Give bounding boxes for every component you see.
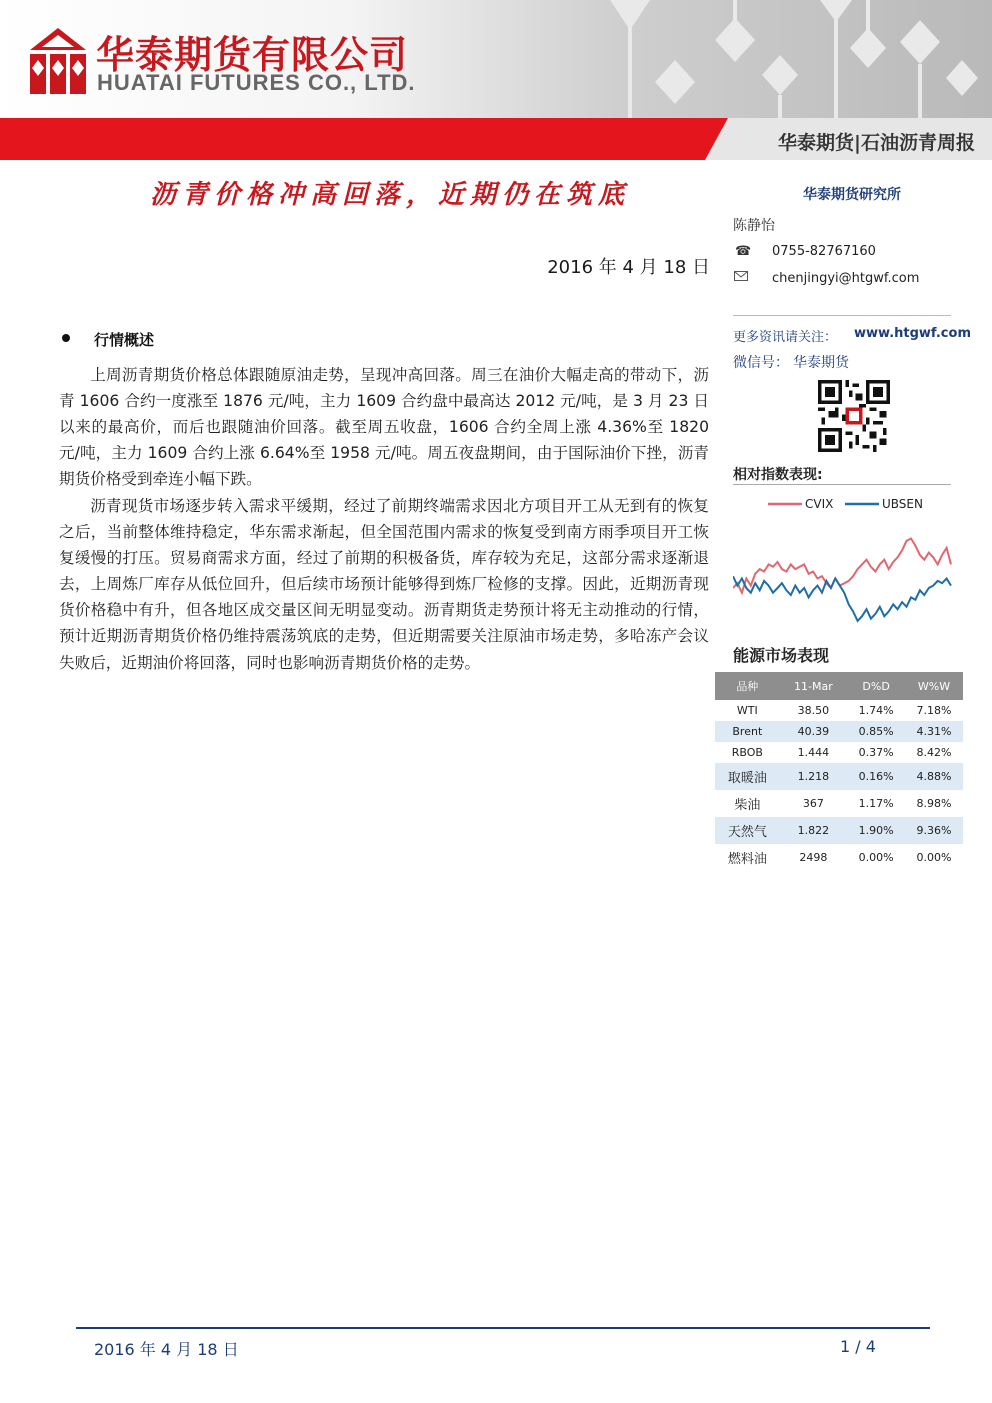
energy-market-table bbox=[715, 672, 963, 871]
table-header-row bbox=[715, 672, 963, 700]
table-row bbox=[715, 790, 963, 817]
table-cell: 38.50 bbox=[797, 704, 830, 717]
table-cell: 1.218 bbox=[780, 763, 848, 790]
phone-number: 0755-82767160 bbox=[772, 244, 876, 259]
table-cell: WTI bbox=[736, 704, 758, 717]
institute-name: 华泰期货研究所 bbox=[803, 187, 901, 203]
table-cell: 40.39 bbox=[780, 721, 848, 742]
table-cell: 8.98% bbox=[916, 797, 952, 810]
table-row bbox=[715, 721, 963, 742]
section-title: 行情概述 bbox=[94, 331, 155, 349]
table-cell: 1.74% bbox=[858, 704, 894, 717]
table-cell: 天然气 bbox=[715, 817, 780, 844]
table-cell: 0.00% bbox=[916, 851, 952, 864]
company-name-en: HUATAI FUTURES CO., LTD. bbox=[97, 70, 416, 95]
table-cell: 1.444 bbox=[797, 746, 830, 759]
table-cell: 9.36% bbox=[905, 817, 963, 844]
footer-divider bbox=[76, 1327, 930, 1329]
company-name-cn: 华泰期货有限公司 bbox=[96, 33, 409, 77]
relative-index-chart bbox=[733, 492, 955, 630]
table-cell: 1.17% bbox=[858, 797, 894, 810]
sidebar-divider-2 bbox=[733, 484, 951, 485]
page-number: 1 / 4 bbox=[840, 1337, 876, 1356]
table-cell: 0.00% bbox=[858, 851, 894, 864]
more-info-label: 更多资讯请关注： bbox=[733, 330, 838, 345]
table-row bbox=[715, 844, 963, 871]
sidebar-divider bbox=[733, 315, 951, 316]
table-row bbox=[715, 817, 963, 844]
header-decoration bbox=[590, 0, 992, 118]
energy-market-title: 能源市场表现 bbox=[733, 646, 830, 665]
wechat-label: 微信号： bbox=[733, 355, 789, 371]
table-cell: 2498 bbox=[799, 851, 828, 864]
table-row bbox=[715, 700, 963, 721]
email-link[interactable]: chenjingyi@htgwf.com bbox=[772, 271, 920, 286]
table-cell: RBOB bbox=[731, 746, 763, 759]
wechat-name: 华泰期货 bbox=[793, 355, 849, 371]
series-line-ubsen bbox=[733, 576, 951, 621]
qr-code-image bbox=[818, 380, 890, 452]
table-cell: Brent bbox=[715, 721, 780, 742]
table-cell: 取暖油 bbox=[715, 763, 780, 790]
paragraph-1: 上周沥青期货价格总体跟随原油走势，呈现冲高回落。周三在油价大幅走高的带动下，沥青 1606 合约一度涨至 1876 元/吨，主力 1609 合约盘中最高达 2012 元/吨，是 3 月 23 日以来的最高价，而后也跟随油价回落。截至周五收盘，1606 合约全周上涨 4.36%至 1820 元/吨，主力 1609 合约上涨 6.64%至 1958 元/吨。周五夜盘期间，由于国际油价下挫，沥青期货价格受到牵连小幅下跌。 bbox=[59, 366, 709, 489]
report-date: 2016 年 4 月 18 日 bbox=[547, 257, 710, 278]
column-header: D%D bbox=[847, 672, 905, 700]
index-performance-title: 相对指数表现: bbox=[733, 467, 823, 483]
table-cell: 1.822 bbox=[780, 817, 848, 844]
column-header: W%W bbox=[905, 672, 963, 700]
phone-icon: ☎ bbox=[735, 244, 752, 259]
legend-label-ubsen: UBSEN bbox=[882, 497, 923, 511]
table-row bbox=[715, 763, 963, 790]
table-cell: 7.18% bbox=[916, 704, 952, 717]
column-header: 品种 bbox=[715, 672, 780, 700]
table-cell: 0.37% bbox=[858, 746, 894, 759]
envelope-icon bbox=[734, 271, 748, 281]
analyst-name: 陈静怡 bbox=[733, 218, 775, 234]
table-cell: 燃料油 bbox=[727, 852, 767, 867]
table-cell: 4.88% bbox=[905, 763, 963, 790]
company-logo bbox=[30, 28, 86, 94]
legend-label-cvix: CVIX bbox=[805, 497, 834, 511]
column-header: 11-Mar bbox=[780, 672, 848, 700]
table-cell: 8.42% bbox=[916, 746, 952, 759]
paragraph-2: 沥青现货市场逐步转入需求平缓期，经过了前期终端需求因北方项目开工从无到有的恢复之后，当前整体维持稳定，华东需求渐起，但全国范围内需求的恢复受到南方雨季项目开工恢复缓慢的打压。贸易商需求方面，经过了前期的积极备货，库存较为充足，这部分需求逐渐退去，上周炼厂库存从低位回升，但后续市场预计能够得到炼厂检修的支撑。因此，近期沥青现货价格稳中有升，但各地区成交量区间无明显变动。沥青期货走势预计将无主动推动的行情，预计近期沥青期货价格仍维持震荡筑底的走势，但近期需要关注原油市场走势，多哈冻产会议失败后，近期油价将回落，同时也影响沥青期货价格的走势。 bbox=[59, 497, 709, 672]
table-row bbox=[715, 742, 963, 763]
table-cell: 柴油 bbox=[734, 798, 761, 813]
website-link[interactable]: www.htgwf.com bbox=[854, 326, 971, 341]
table-cell: 0.85% bbox=[847, 721, 905, 742]
table-cell: 0.16% bbox=[847, 763, 905, 790]
series-line-cvix bbox=[733, 539, 951, 593]
table-cell: 367 bbox=[802, 797, 824, 810]
table-cell: 1.90% bbox=[847, 817, 905, 844]
report-title: 沥青价格冲高回落，近期仍在筑底 bbox=[149, 180, 630, 210]
bullet-icon bbox=[62, 334, 70, 342]
footer-date: 2016 年 4 月 18 日 bbox=[94, 1340, 239, 1359]
table-cell: 4.31% bbox=[905, 721, 963, 742]
report-series-tag: 华泰期货|石油沥青周报 bbox=[778, 132, 975, 154]
